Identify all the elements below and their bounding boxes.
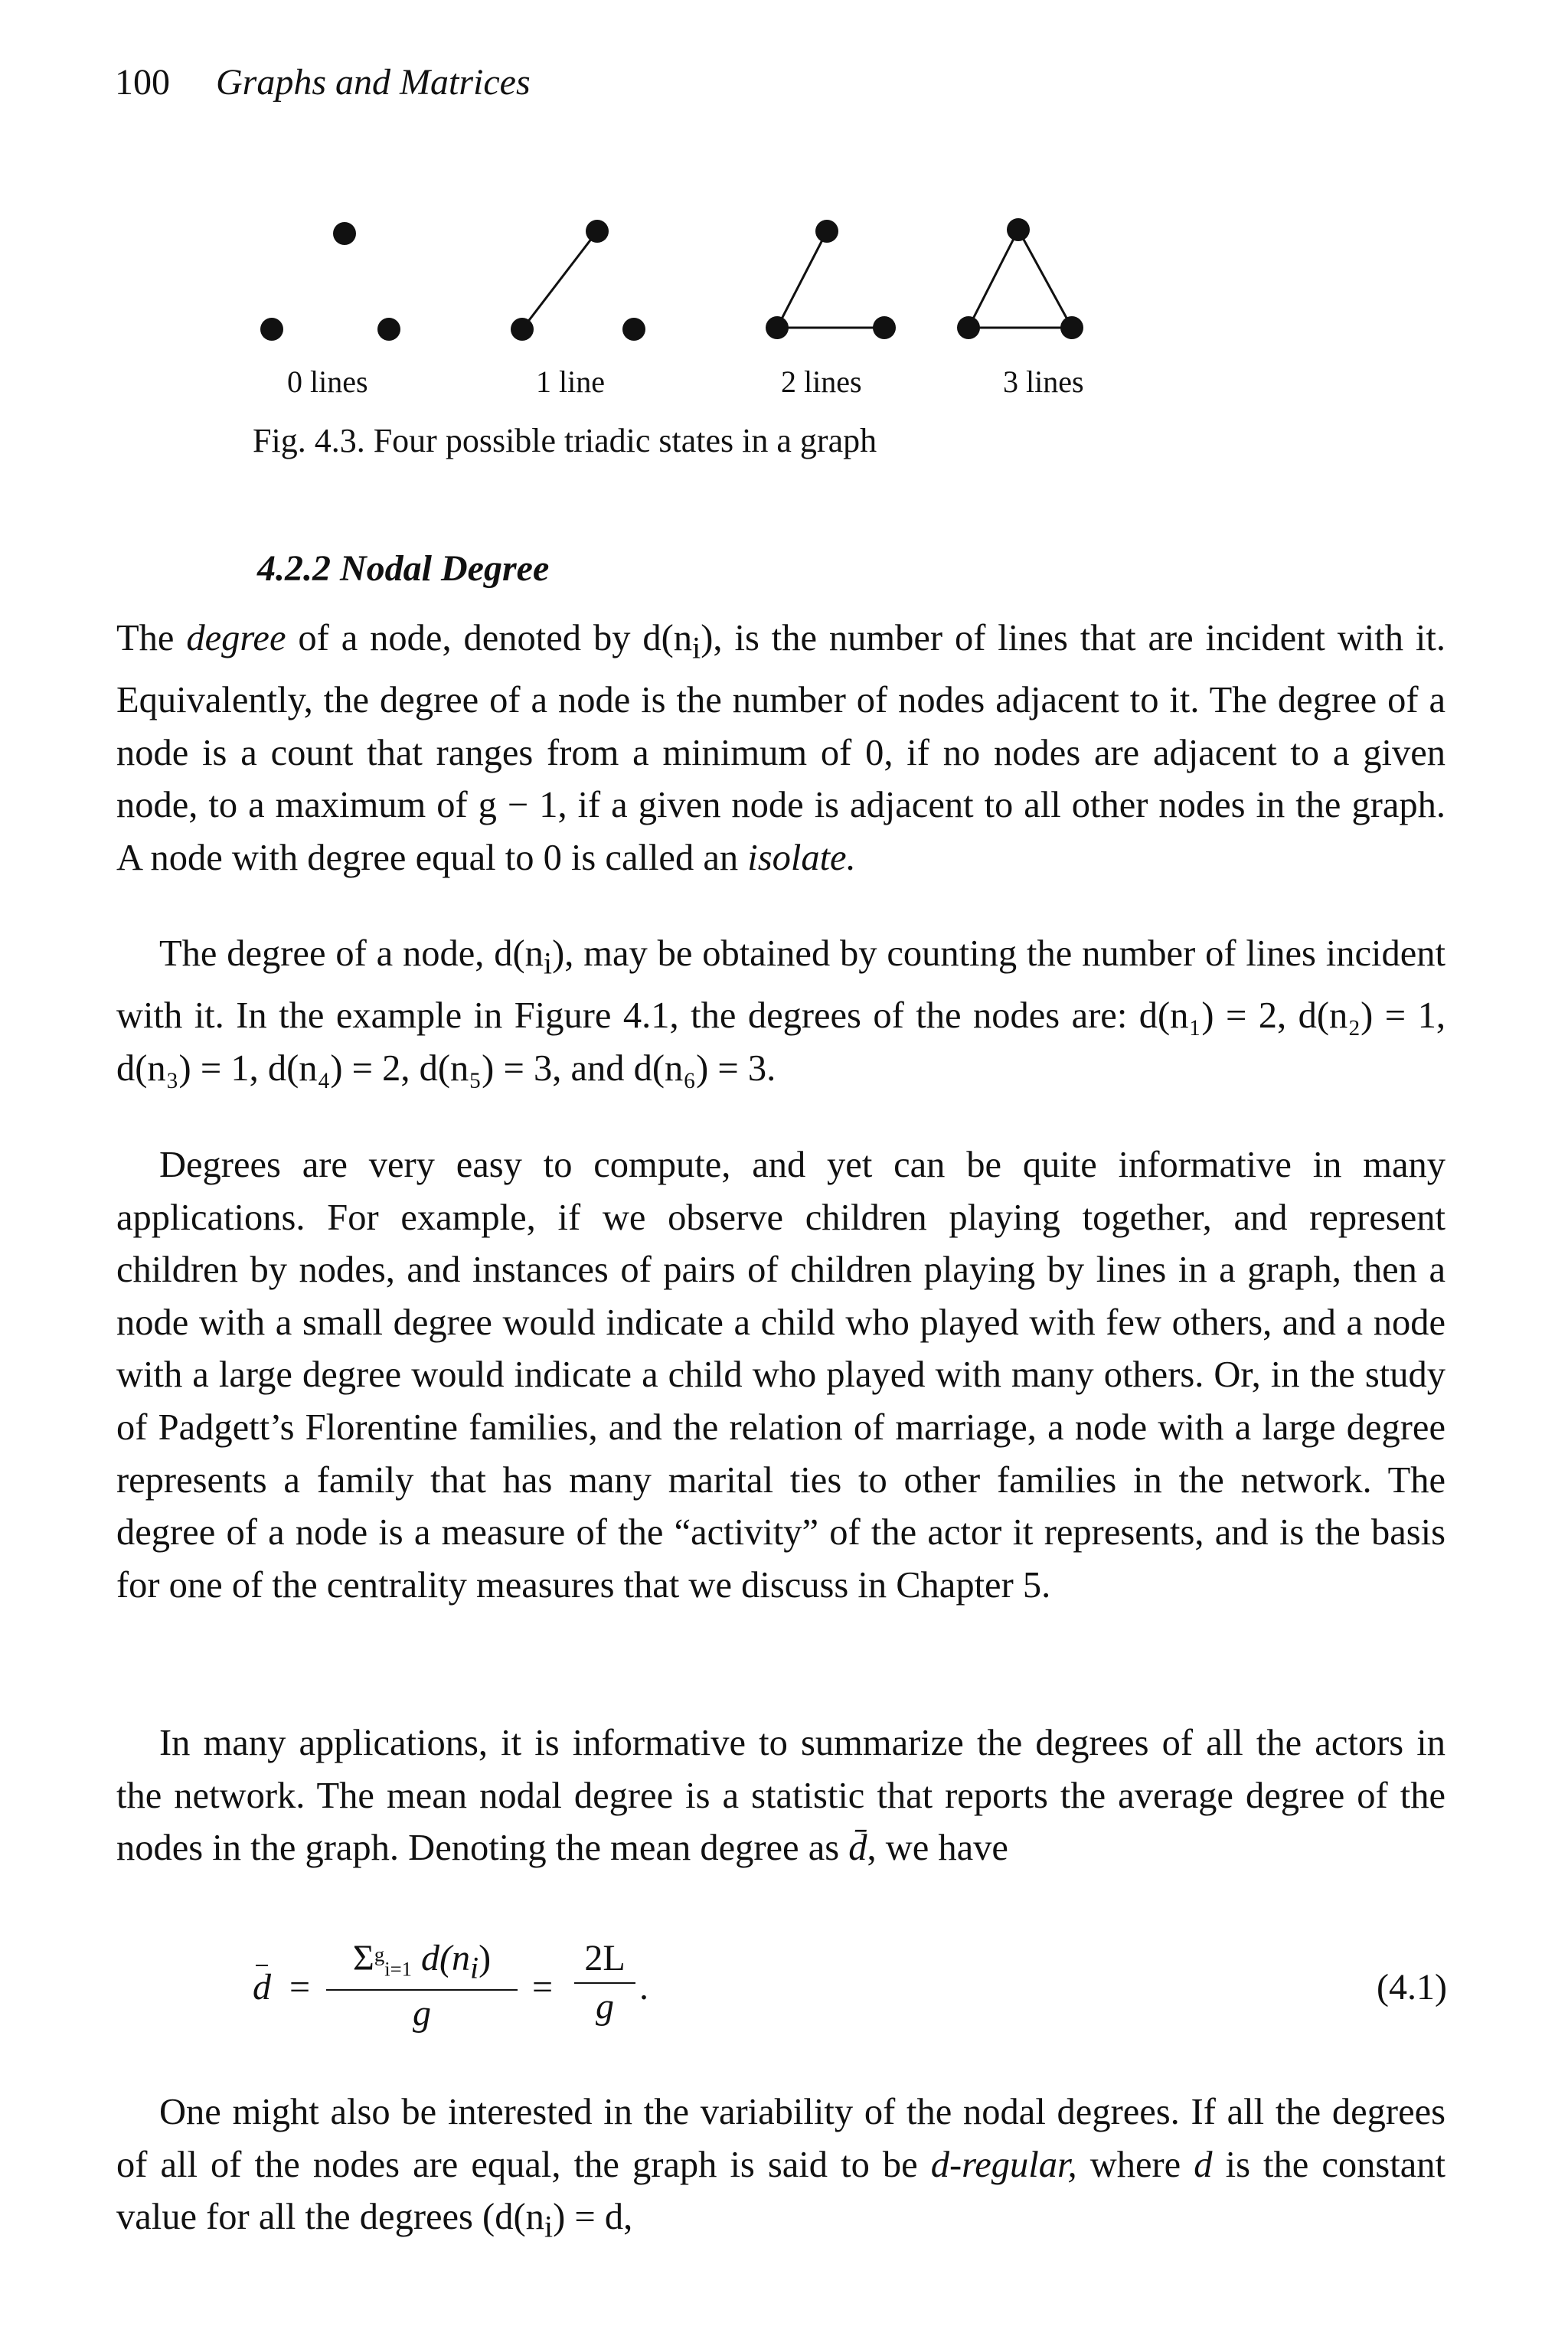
equation-number: (4.1) — [1377, 1967, 1447, 2008]
text: ) = d, — [553, 2197, 633, 2238]
node — [511, 318, 534, 341]
section-heading: 4.2.2 Nodal Degree — [257, 548, 550, 589]
node — [766, 316, 789, 339]
sum-term: d(n — [411, 1938, 470, 1978]
node — [815, 220, 838, 243]
node — [622, 318, 645, 341]
triad-3-lines — [957, 218, 1083, 339]
running-title: Graphs and Matrices — [216, 62, 531, 103]
node — [1007, 218, 1030, 241]
subscript: i — [543, 946, 553, 981]
sigma: Σ — [352, 1938, 374, 1978]
text: of a node, denoted by d(n — [286, 618, 693, 658]
triad-label: 2 lines — [781, 364, 862, 399]
node — [957, 316, 980, 339]
triad-label: 3 lines — [1003, 364, 1084, 399]
triad-0-lines — [260, 222, 400, 341]
fraction-sum — [326, 1937, 518, 2034]
text: One might also be interested in the variability of the nodal degrees. If all the degrees of all of the nodes are equal, the graph is said to be — [116, 2092, 1446, 2185]
edge — [522, 231, 597, 329]
symbol-d: d — [1194, 2144, 1213, 2185]
subscript: i — [692, 630, 701, 665]
equals-sign: = — [289, 1967, 311, 2008]
symbol-d: d — [253, 1967, 271, 2008]
text: where — [1076, 2144, 1194, 2185]
text: , we have — [867, 1828, 1008, 1869]
paragraph-4 — [116, 1717, 1446, 1875]
figure-caption: Fig. 4.3. Four possible triadic states in a graph — [253, 422, 877, 459]
running-header — [115, 61, 531, 103]
sum-lower: i=1 — [384, 1957, 412, 1981]
text: is the constant value for all the degrees (d(n — [116, 2144, 1446, 2238]
equation-lhs — [253, 1966, 271, 2008]
equation-4-1 — [253, 1937, 1447, 2067]
paragraph-2 — [116, 928, 1446, 1095]
fraction-denominator: g — [596, 1986, 614, 2027]
subscript: i — [469, 1950, 479, 1985]
node — [333, 222, 356, 245]
node — [260, 318, 283, 341]
fraction-numerator: 2L — [574, 1937, 635, 1984]
text: The — [116, 618, 187, 658]
equals-sign: = — [532, 1967, 554, 2008]
paragraph-1 — [116, 613, 1446, 885]
sum-upper: g — [374, 1942, 385, 1966]
term-d-regular: d-regular, — [930, 2144, 1077, 2185]
subscript: i — [544, 2209, 554, 2244]
period: . — [639, 1967, 648, 2008]
triad-figure — [214, 207, 1118, 398]
edge — [969, 230, 1018, 328]
mean-degree-symbol: d̄ — [848, 1828, 867, 1869]
text: The degree of a node, d(n — [159, 933, 544, 974]
node — [873, 316, 896, 339]
term-isolate: isolate. — [747, 838, 856, 879]
fraction-2L — [574, 1937, 635, 2027]
triad-diagrams — [214, 207, 1118, 360]
triad-label: 0 lines — [287, 364, 368, 399]
fraction-denominator: g — [413, 1992, 431, 2034]
text: Degrees are very easy to compute, and yet can be quite informative in many applications. For example, if we observe children playing together, and represent children by nodes, and instances of pairs of children playing by lines in a graph, then a node with a small degree would indicate a child who played with few others, and a node with a large degree would indicate a child who played with many others. Or, in the study of Padgett’s Florentine families, and the relation of marriage, a node with a large degree represents a family that has many marital ties to other families in the network. The degree of a node is a measure of the “activity” of the actor it represents, and is the basis for one of the centrality measures that we discuss in Chapter 5. — [116, 1145, 1446, 1606]
triad-label: 1 line — [536, 364, 605, 399]
text: ), is the number of lines that are incident with it. Equivalently, the degree of a node is the number of nodes adjacent to it. The degree of a node is a count that ranges from a minimum of 0, if no nodes are adjacent to a given node, to a maximum of g − 1, if a given node is adjacent to all other nodes in the graph. A node with degree equal to 0 is called an — [116, 618, 1446, 879]
node — [586, 220, 609, 243]
paragraph-3 — [116, 1139, 1446, 1612]
page-number: 100 — [115, 62, 170, 103]
node — [377, 318, 400, 341]
paren: ) — [479, 1938, 492, 1978]
triad-2-lines — [766, 220, 896, 339]
text: In many applications, it is informative to summarize the degrees of all the actors in the network. The mean nodal degree is a statistic that reports the average degree of the nodes in the graph. Denoting the mean degree as — [116, 1723, 1446, 1869]
text: ), may be obtained by counting the number of lines incident with it. In the example in Figure 4.1, the degrees of the nodes are: d(n₁) = 2, d(n₂) = 1, d(n₃) = 1, d(n₄) = 2, d(n₅) = 3, and d(n₆) = 3. — [116, 933, 1446, 1089]
triad-1-line — [511, 220, 645, 341]
fraction-numerator — [326, 1937, 518, 1991]
term-degree: degree — [186, 618, 286, 658]
paragraph-5 — [116, 2086, 1446, 2253]
edge — [1018, 230, 1072, 328]
edge — [777, 231, 827, 328]
node — [1060, 316, 1083, 339]
